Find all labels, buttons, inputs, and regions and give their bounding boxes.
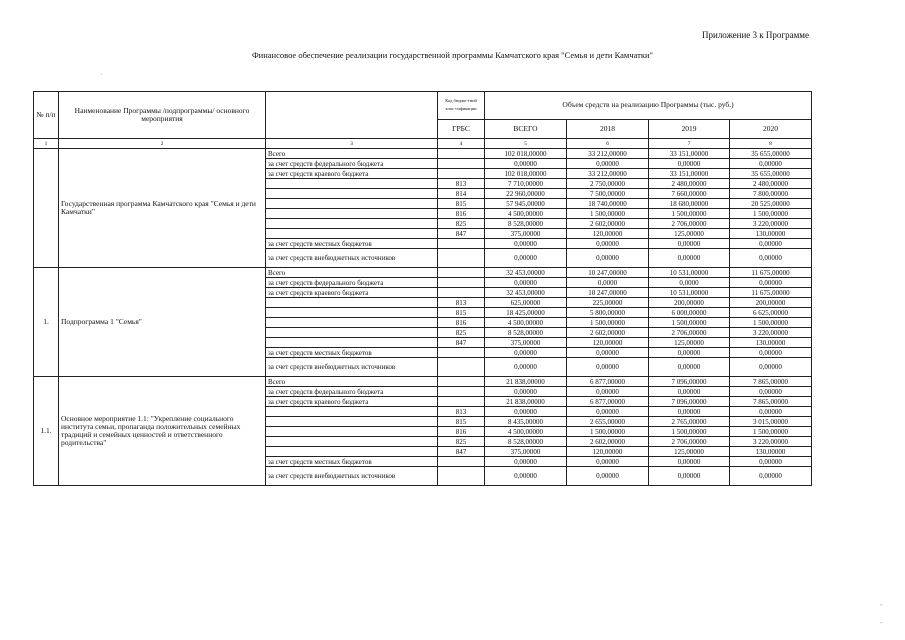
grbs-code: 813 (438, 407, 485, 417)
amount-y2019: 33 151,00000 (649, 149, 730, 159)
amount-total: 0,00000 (485, 348, 567, 358)
funding-source-label: за счет средств краевого бюджета (266, 288, 438, 298)
amount-y2018: 10 247,00000 (567, 268, 649, 278)
header-total: ВСЕГО (485, 119, 567, 138)
col-index: 3 (266, 139, 438, 149)
amount-total: 0,00000 (485, 467, 567, 486)
grbs-code: 816 (438, 318, 485, 328)
amount-y2020: 20 525,00000 (730, 199, 812, 209)
scan-mark: - (880, 618, 883, 627)
amount-total: 32 453,00000 (485, 288, 567, 298)
funding-source-label (266, 189, 438, 199)
amount-y2019: 1 500,00000 (649, 427, 730, 437)
amount-y2018: 2 602,00000 (567, 328, 649, 338)
amount-y2018: 0,00000 (567, 387, 649, 397)
amount-y2020: 0,00000 (730, 159, 812, 169)
funding-source-label (266, 229, 438, 239)
amount-y2020: 2 480,00000 (730, 179, 812, 189)
column-index-row (34, 139, 812, 149)
amount-total: 0,00000 (485, 278, 567, 288)
amount-total: 22 960,00000 (485, 189, 567, 199)
amount-y2020: 1 500,00000 (730, 318, 812, 328)
grbs-code (438, 159, 485, 169)
amount-y2020: 7 865,00000 (730, 397, 812, 407)
amount-y2019: 0,00000 (649, 239, 730, 249)
amount-y2019: 7 660,00000 (649, 189, 730, 199)
amount-y2018: 0,00000 (567, 239, 649, 249)
amount-y2018: 0,00000 (567, 348, 649, 358)
grbs-code (438, 239, 485, 249)
col-index: 2 (59, 139, 266, 149)
funding-source-label: Всего (266, 149, 438, 159)
grbs-code (438, 397, 485, 407)
amount-y2019: 0,00000 (649, 159, 730, 169)
amount-y2019: 125,00000 (649, 338, 730, 348)
header-2019: 2019 (649, 119, 730, 138)
amount-total: 625,00000 (485, 298, 567, 308)
header-num: № п/п (34, 92, 59, 139)
amount-y2019: 10 531,00000 (649, 268, 730, 278)
amount-y2020: 0,00000 (730, 239, 812, 249)
funding-source-label: Всего (266, 268, 438, 278)
col-index: 6 (567, 139, 649, 149)
amount-y2018: 10 247,00000 (567, 288, 649, 298)
amount-total: 7 710,00000 (485, 179, 567, 189)
amount-y2018: 5 800,00000 (567, 308, 649, 318)
amount-total: 8 435,00000 (485, 417, 567, 427)
amount-y2020: 3 220,00000 (730, 437, 812, 447)
amount-y2018: 120,00000 (567, 338, 649, 348)
grbs-code: 825 (438, 219, 485, 229)
amount-total: 0,00000 (485, 239, 567, 249)
header-grbs: ГРБС (438, 119, 485, 138)
row-number: 1.1. (34, 377, 59, 486)
col-index: 7 (649, 139, 730, 149)
appendix-label: Приложение 3 к Программе (702, 30, 809, 40)
header-volume: Объем средств на реализацию Программы (тыс. руб.) (485, 92, 812, 120)
amount-y2018: 33 212,00000 (567, 149, 649, 159)
amount-y2019: 33 151,00000 (649, 169, 730, 179)
amount-y2019: 7 096,00000 (649, 377, 730, 387)
amount-total: 0,00000 (485, 249, 567, 268)
funding-source-label (266, 437, 438, 447)
grbs-code: 847 (438, 338, 485, 348)
amount-y2020: 11 675,00000 (730, 288, 812, 298)
grbs-code: 814 (438, 189, 485, 199)
document-title: Финансовое обеспечение реализации государственной программы Камчатского края "Семья и дети Камчатки" (251, 50, 654, 60)
table-row (34, 149, 812, 159)
amount-y2020: 130,00000 (730, 447, 812, 457)
grbs-code: 813 (438, 179, 485, 189)
grbs-code (438, 467, 485, 486)
amount-y2020: 0,00000 (730, 358, 812, 377)
amount-y2019: 125,00000 (649, 229, 730, 239)
funding-source-label: за счет средств внебюджетных источников (266, 358, 438, 377)
header-2018: 2018 (567, 119, 649, 138)
amount-y2020: 7 800,00000 (730, 189, 812, 199)
funding-source-label (266, 298, 438, 308)
grbs-code (438, 457, 485, 467)
table-row (34, 377, 812, 387)
col-index: 1 (34, 139, 59, 149)
row-number (34, 149, 59, 268)
amount-y2018: 2 750,00000 (567, 179, 649, 189)
grbs-code (438, 377, 485, 387)
amount-y2019: 2 706,00000 (649, 437, 730, 447)
amount-y2018: 0,0000 (567, 278, 649, 288)
amount-y2020: 0,00000 (730, 387, 812, 397)
amount-y2019: 6 000,00000 (649, 308, 730, 318)
funding-source-label (266, 308, 438, 318)
program-name: Государственная программа Камчатского края "Семья и дети Камчатки" (59, 149, 266, 268)
amount-total: 18 425,00000 (485, 308, 567, 318)
amount-total: 0,00000 (485, 159, 567, 169)
amount-total: 375,00000 (485, 447, 567, 457)
funding-source-label (266, 328, 438, 338)
amount-y2019: 2 706,00000 (649, 328, 730, 338)
col-index: 5 (485, 139, 567, 149)
amount-y2019: 1 500,00000 (649, 318, 730, 328)
amount-y2018: 0,00000 (567, 358, 649, 377)
amount-y2019: 0,00000 (649, 387, 730, 397)
amount-y2019: 18 680,00000 (649, 199, 730, 209)
funding-source-label (266, 199, 438, 209)
grbs-code: 847 (438, 447, 485, 457)
amount-y2020: 6 625,00000 (730, 308, 812, 318)
amount-y2020: 130,00000 (730, 338, 812, 348)
grbs-code (438, 358, 485, 377)
amount-y2018: 6 877,00000 (567, 377, 649, 387)
amount-y2019: 2 765,00000 (649, 417, 730, 427)
amount-y2020: 0,00000 (730, 467, 812, 486)
funding-source-label (266, 447, 438, 457)
grbs-code: 813 (438, 298, 485, 308)
funding-source-label (266, 209, 438, 219)
program-name: Подпрограмма 1 "Семья" (59, 268, 266, 377)
amount-total: 4 500,00000 (485, 318, 567, 328)
amount-y2020: 0,00000 (730, 407, 812, 417)
col-index: 8 (730, 139, 812, 149)
header-budget-code: Код бюдже-тной клас-сификации (438, 92, 485, 120)
table-row (34, 268, 812, 278)
amount-total: 8 528,00000 (485, 437, 567, 447)
amount-total: 102 018,00000 (485, 169, 567, 179)
scan-mark: · (100, 70, 103, 79)
amount-y2020: 1 500,00000 (730, 427, 812, 437)
amount-y2019: 0,00000 (649, 457, 730, 467)
amount-y2020: 0,00000 (730, 348, 812, 358)
funding-source-label: за счет средств местных бюджетов (266, 239, 438, 249)
funding-source-label (266, 417, 438, 427)
funding-source-label: Всего (266, 377, 438, 387)
grbs-code: 816 (438, 209, 485, 219)
grbs-code: 816 (438, 427, 485, 437)
funding-source-label: за счет средств местных бюджетов (266, 348, 438, 358)
amount-y2019: 2 706,00000 (649, 219, 730, 229)
funding-source-label (266, 179, 438, 189)
amount-y2020: 0,00000 (730, 457, 812, 467)
amount-y2018: 1 500,00000 (567, 318, 649, 328)
amount-total: 102 018,00000 (485, 149, 567, 159)
header-row (34, 92, 812, 120)
funding-source-label: за счет средств внебюджетных источников (266, 467, 438, 486)
amount-total: 375,00000 (485, 338, 567, 348)
grbs-code (438, 149, 485, 159)
amount-y2020: 130,00000 (730, 229, 812, 239)
amount-y2020: 35 655,00000 (730, 169, 812, 179)
amount-y2018: 6 877,00000 (567, 397, 649, 407)
grbs-code: 815 (438, 308, 485, 318)
funding-source-label: за счет средств федерального бюджета (266, 159, 438, 169)
amount-y2020: 3 015,00000 (730, 417, 812, 427)
grbs-code: 815 (438, 417, 485, 427)
amount-y2020: 200,00000 (730, 298, 812, 308)
amount-total: 4 500,00000 (485, 209, 567, 219)
amount-total: 0,00000 (485, 387, 567, 397)
grbs-code (438, 249, 485, 268)
funding-source-label: за счет средств федерального бюджета (266, 278, 438, 288)
amount-y2019: 0,0000 (649, 278, 730, 288)
amount-y2019: 0,00000 (649, 407, 730, 417)
amount-y2019: 0,00000 (649, 249, 730, 268)
funding-source-label: за счет средств краевого бюджета (266, 169, 438, 179)
grbs-code (438, 387, 485, 397)
amount-y2018: 2 602,00000 (567, 219, 649, 229)
amount-y2019: 2 480,00000 (649, 179, 730, 189)
amount-y2018: 225,00000 (567, 298, 649, 308)
grbs-code: 815 (438, 199, 485, 209)
grbs-code (438, 268, 485, 278)
amount-y2018: 0,00000 (567, 407, 649, 417)
grbs-code (438, 348, 485, 358)
program-name: Основное мероприятие 1.1: "Укрепление социального института семьи, пропаганда положительных семейных традиций и семейных ценностей и ответственного родительства" (59, 377, 266, 486)
grbs-code: 825 (438, 328, 485, 338)
row-number: 1. (34, 268, 59, 377)
amount-y2018: 0,00000 (567, 467, 649, 486)
amount-y2018: 33 212,00000 (567, 169, 649, 179)
amount-total: 4 500,00000 (485, 427, 567, 437)
amount-total: 32 453,00000 (485, 268, 567, 278)
grbs-code (438, 169, 485, 179)
amount-y2018: 120,00000 (567, 229, 649, 239)
amount-y2018: 2 655,00000 (567, 417, 649, 427)
amount-y2020: 3 220,00000 (730, 328, 812, 338)
amount-y2019: 125,00000 (649, 447, 730, 457)
amount-y2019: 200,00000 (649, 298, 730, 308)
amount-y2020: 11 675,00000 (730, 268, 812, 278)
amount-y2020: 35 655,00000 (730, 149, 812, 159)
amount-total: 57 945,00000 (485, 199, 567, 209)
funding-source-label (266, 338, 438, 348)
amount-total: 21 838,00000 (485, 397, 567, 407)
amount-total: 21 838,00000 (485, 377, 567, 387)
amount-y2019: 0,00000 (649, 467, 730, 486)
amount-y2018: 18 740,00000 (567, 199, 649, 209)
amount-y2020: 0,00000 (730, 278, 812, 288)
amount-total: 8 528,00000 (485, 219, 567, 229)
amount-y2020: 0,00000 (730, 249, 812, 268)
amount-y2020: 1 500,00000 (730, 209, 812, 219)
amount-y2018: 120,00000 (567, 447, 649, 457)
amount-total: 0,00000 (485, 457, 567, 467)
amount-y2018: 0,00000 (567, 457, 649, 467)
amount-y2018: 1 500,00000 (567, 427, 649, 437)
amount-y2018: 0,00000 (567, 249, 649, 268)
amount-y2020: 7 865,00000 (730, 377, 812, 387)
amount-y2019: 0,00000 (649, 358, 730, 377)
amount-total: 375,00000 (485, 229, 567, 239)
funding-source-label (266, 219, 438, 229)
grbs-code (438, 288, 485, 298)
funding-source-label: за счет средств местных бюджетов (266, 457, 438, 467)
amount-y2018: 2 602,00000 (567, 437, 649, 447)
amount-y2019: 1 500,00000 (649, 209, 730, 219)
amount-y2018: 7 500,00000 (567, 189, 649, 199)
funding-source-label (266, 427, 438, 437)
amount-y2018: 1 500,00000 (567, 209, 649, 219)
funding-source-label (266, 318, 438, 328)
grbs-code: 847 (438, 229, 485, 239)
amount-y2019: 0,00000 (649, 348, 730, 358)
amount-y2019: 10 531,00000 (649, 288, 730, 298)
col-index: 4 (438, 139, 485, 149)
amount-y2019: 7 096,00000 (649, 397, 730, 407)
amount-y2018: 0,00000 (567, 159, 649, 169)
funding-source-label: за счет средств краевого бюджета (266, 397, 438, 407)
amount-total: 0,00000 (485, 358, 567, 377)
funding-source-label (266, 407, 438, 417)
amount-y2020: 3 220,00000 (730, 219, 812, 229)
grbs-code (438, 278, 485, 288)
amount-total: 8 528,00000 (485, 328, 567, 338)
header-blank (266, 92, 438, 139)
funding-source-label: за счет средств внебюджетных источников (266, 249, 438, 268)
funding-source-label: за счет средств федерального бюджета (266, 387, 438, 397)
header-name: Наименование Программы /подпрограммы/ основного мероприятия (59, 92, 266, 139)
financing-table (33, 91, 812, 486)
grbs-code: 825 (438, 437, 485, 447)
header-2020: 2020 (730, 119, 812, 138)
amount-total: 0,00000 (485, 407, 567, 417)
scan-mark: - (880, 600, 883, 609)
